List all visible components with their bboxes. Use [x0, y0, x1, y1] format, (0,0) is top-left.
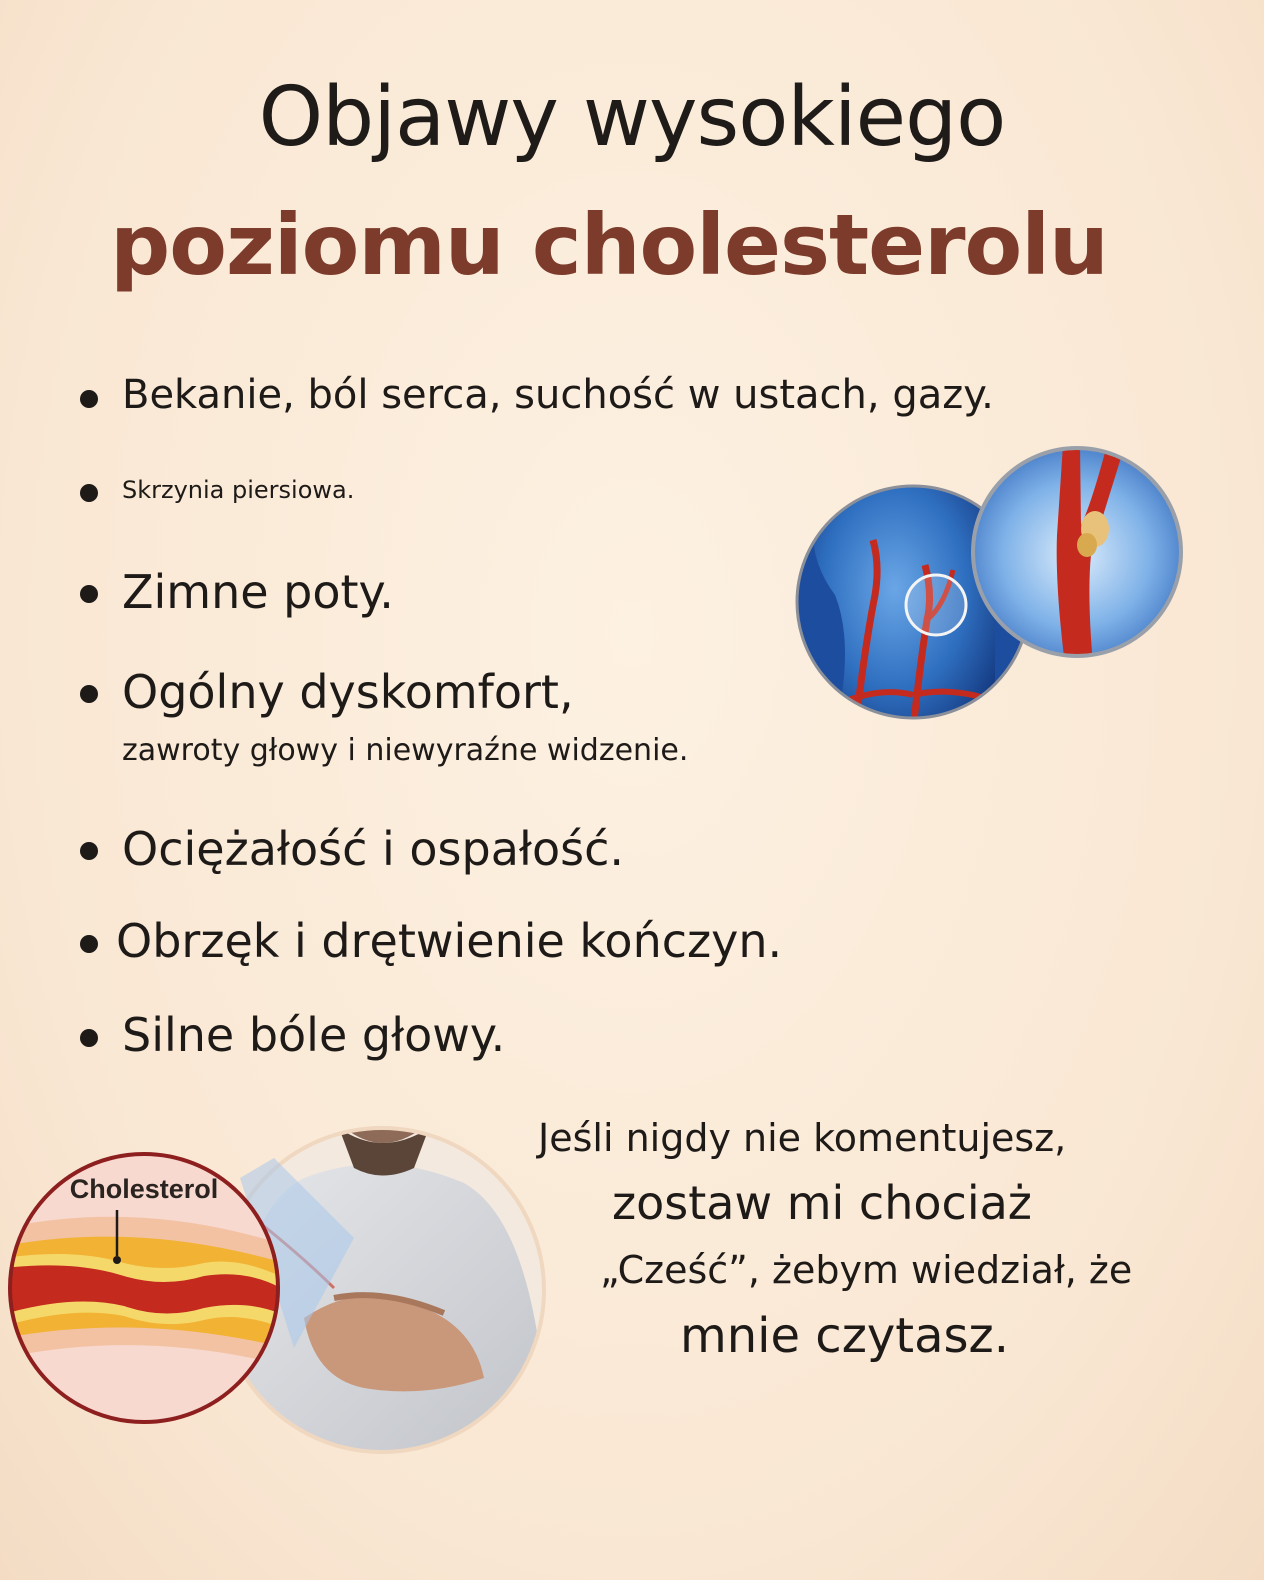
cta-line-1: Jeśli nigdy nie komentujesz,	[538, 1116, 1067, 1160]
bullet-icon	[80, 585, 98, 603]
cta-line-4: mnie czytasz.	[680, 1308, 1009, 1364]
symptom-subtext: zawroty głowy i niewyraźne widzenie.	[122, 733, 689, 768]
symptom-text: Silne bóle głowy.	[122, 1008, 506, 1062]
neck-artery-illustration	[795, 445, 1187, 730]
bullet-icon	[80, 935, 98, 953]
symptom-text: Zimne poty.	[122, 565, 394, 619]
symptom-text: Skrzynia piersiowa.	[122, 476, 355, 504]
cta-line-2: zostaw mi chociaż	[612, 1176, 1032, 1230]
chest-pain-illustration	[4, 1098, 552, 1490]
cholesterol-label: Cholesterol	[69, 1174, 219, 1204]
title-line-1: Objawy wysokiego	[258, 70, 1006, 165]
title-line-2: poziomu cholesterolu	[110, 196, 1108, 294]
bullet-icon	[80, 390, 98, 408]
bullet-icon	[80, 842, 98, 860]
cta-line-3: „Cześć”, żebym wiedział, że	[600, 1248, 1133, 1292]
bullet-icon	[80, 685, 98, 703]
bullet-icon	[80, 484, 98, 502]
symptom-text: Obrzęk i drętwienie kończyn.	[116, 914, 783, 968]
bullet-icon	[80, 1029, 98, 1047]
symptom-text: Ociężałość i ospałość.	[122, 822, 625, 876]
symptom-text: Ogólny dyskomfort,	[122, 665, 574, 719]
symptom-text: Bekanie, ból serca, suchość w ustach, gazy.	[122, 372, 994, 418]
